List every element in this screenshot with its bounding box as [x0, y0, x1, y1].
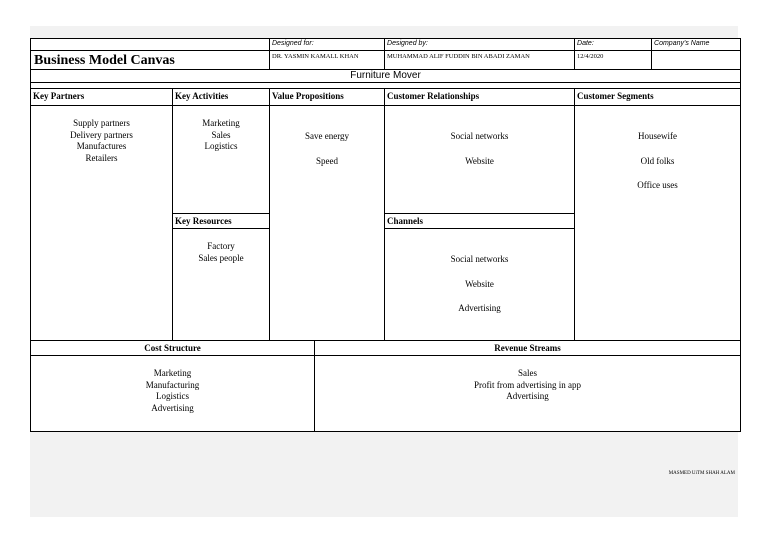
customer-relationships-item: Website	[465, 155, 494, 166]
cost-structure-item: Advertising	[151, 402, 194, 413]
key-activities-item: Marketing	[202, 118, 240, 128]
footer-credit: MASMED UiTM SHAH ALAM	[668, 471, 735, 476]
revenue-streams-item: Profit from advertising in app	[474, 379, 581, 390]
key-resources-heading: Key Resources	[173, 214, 270, 229]
customer-segments-item: Old folks	[640, 155, 675, 166]
designed-for-label: Designed for:	[270, 39, 385, 51]
channels-item: Website	[465, 278, 494, 289]
page-title: Business Model Canvas	[31, 51, 270, 70]
customer-segments-item: Housewife	[638, 131, 678, 141]
key-partners-item: Retailers	[85, 152, 118, 163]
channels-item: Social networks	[450, 254, 509, 264]
customer-segments-item: Office uses	[637, 180, 678, 190]
cost-structure-item: Logistics	[156, 391, 189, 401]
company-name-label: Company's Name	[652, 39, 741, 51]
business-model-canvas	[30, 38, 741, 432]
header-blank-cell	[31, 39, 270, 51]
key-partners-heading: Key Partners	[31, 89, 173, 106]
canvas-subtitle: Furniture Mover	[31, 70, 741, 83]
key-partners-item: Supply partners	[73, 118, 130, 128]
key-resources-cell	[173, 229, 270, 341]
key-activities-item: Sales	[211, 129, 231, 140]
value-propositions-heading: Value Propositions	[270, 89, 385, 106]
designed-by-label: Designed by:	[385, 39, 575, 51]
channels-heading: Channels	[385, 214, 575, 229]
customer-relationships-cell	[385, 106, 575, 214]
key-resources-item: Sales people	[198, 252, 244, 263]
revenue-streams-item: Advertising	[506, 391, 549, 401]
cost-structure-heading: Cost Structure	[31, 341, 315, 356]
value-propositions-cell	[270, 106, 385, 341]
customer-relationships-heading: Customer Relationships	[385, 89, 575, 106]
revenue-streams-cell	[315, 356, 741, 432]
key-activities-heading: Key Activities	[173, 89, 270, 106]
channels-cell	[385, 229, 575, 341]
date-value: 12/4/2020	[575, 51, 652, 70]
key-activities-item: Logistics	[204, 141, 238, 151]
cost-structure-item: Marketing	[153, 368, 192, 378]
key-partners-cell	[31, 106, 173, 341]
channels-item: Advertising	[458, 303, 501, 313]
key-activities-cell	[173, 106, 270, 214]
revenue-streams-heading: Revenue Streams	[315, 341, 741, 356]
customer-segments-heading: Customer Segments	[575, 89, 741, 106]
key-partners-item: Manufactures	[76, 141, 127, 151]
date-label: Date:	[575, 39, 652, 51]
canvas-page	[30, 26, 738, 517]
company-name-value	[652, 51, 741, 70]
designed-by-value: MUHAMMAD ALIF FUDDIN BIN ABADI ZAMAN	[385, 51, 575, 70]
revenue-streams-item: Sales	[518, 368, 538, 378]
key-partners-item: Delivery partners	[70, 129, 133, 140]
cost-structure-item: Manufacturing	[145, 379, 200, 390]
cost-structure-cell	[31, 356, 315, 432]
value-propositions-item: Speed	[316, 155, 338, 166]
key-resources-item: Factory	[207, 241, 235, 251]
customer-segments-cell	[575, 106, 741, 341]
designed-for-value: DR. YASMIN KAMALL KHAN	[270, 51, 385, 70]
value-propositions-item: Save energy	[304, 131, 350, 141]
customer-relationships-item: Social networks	[450, 131, 509, 141]
